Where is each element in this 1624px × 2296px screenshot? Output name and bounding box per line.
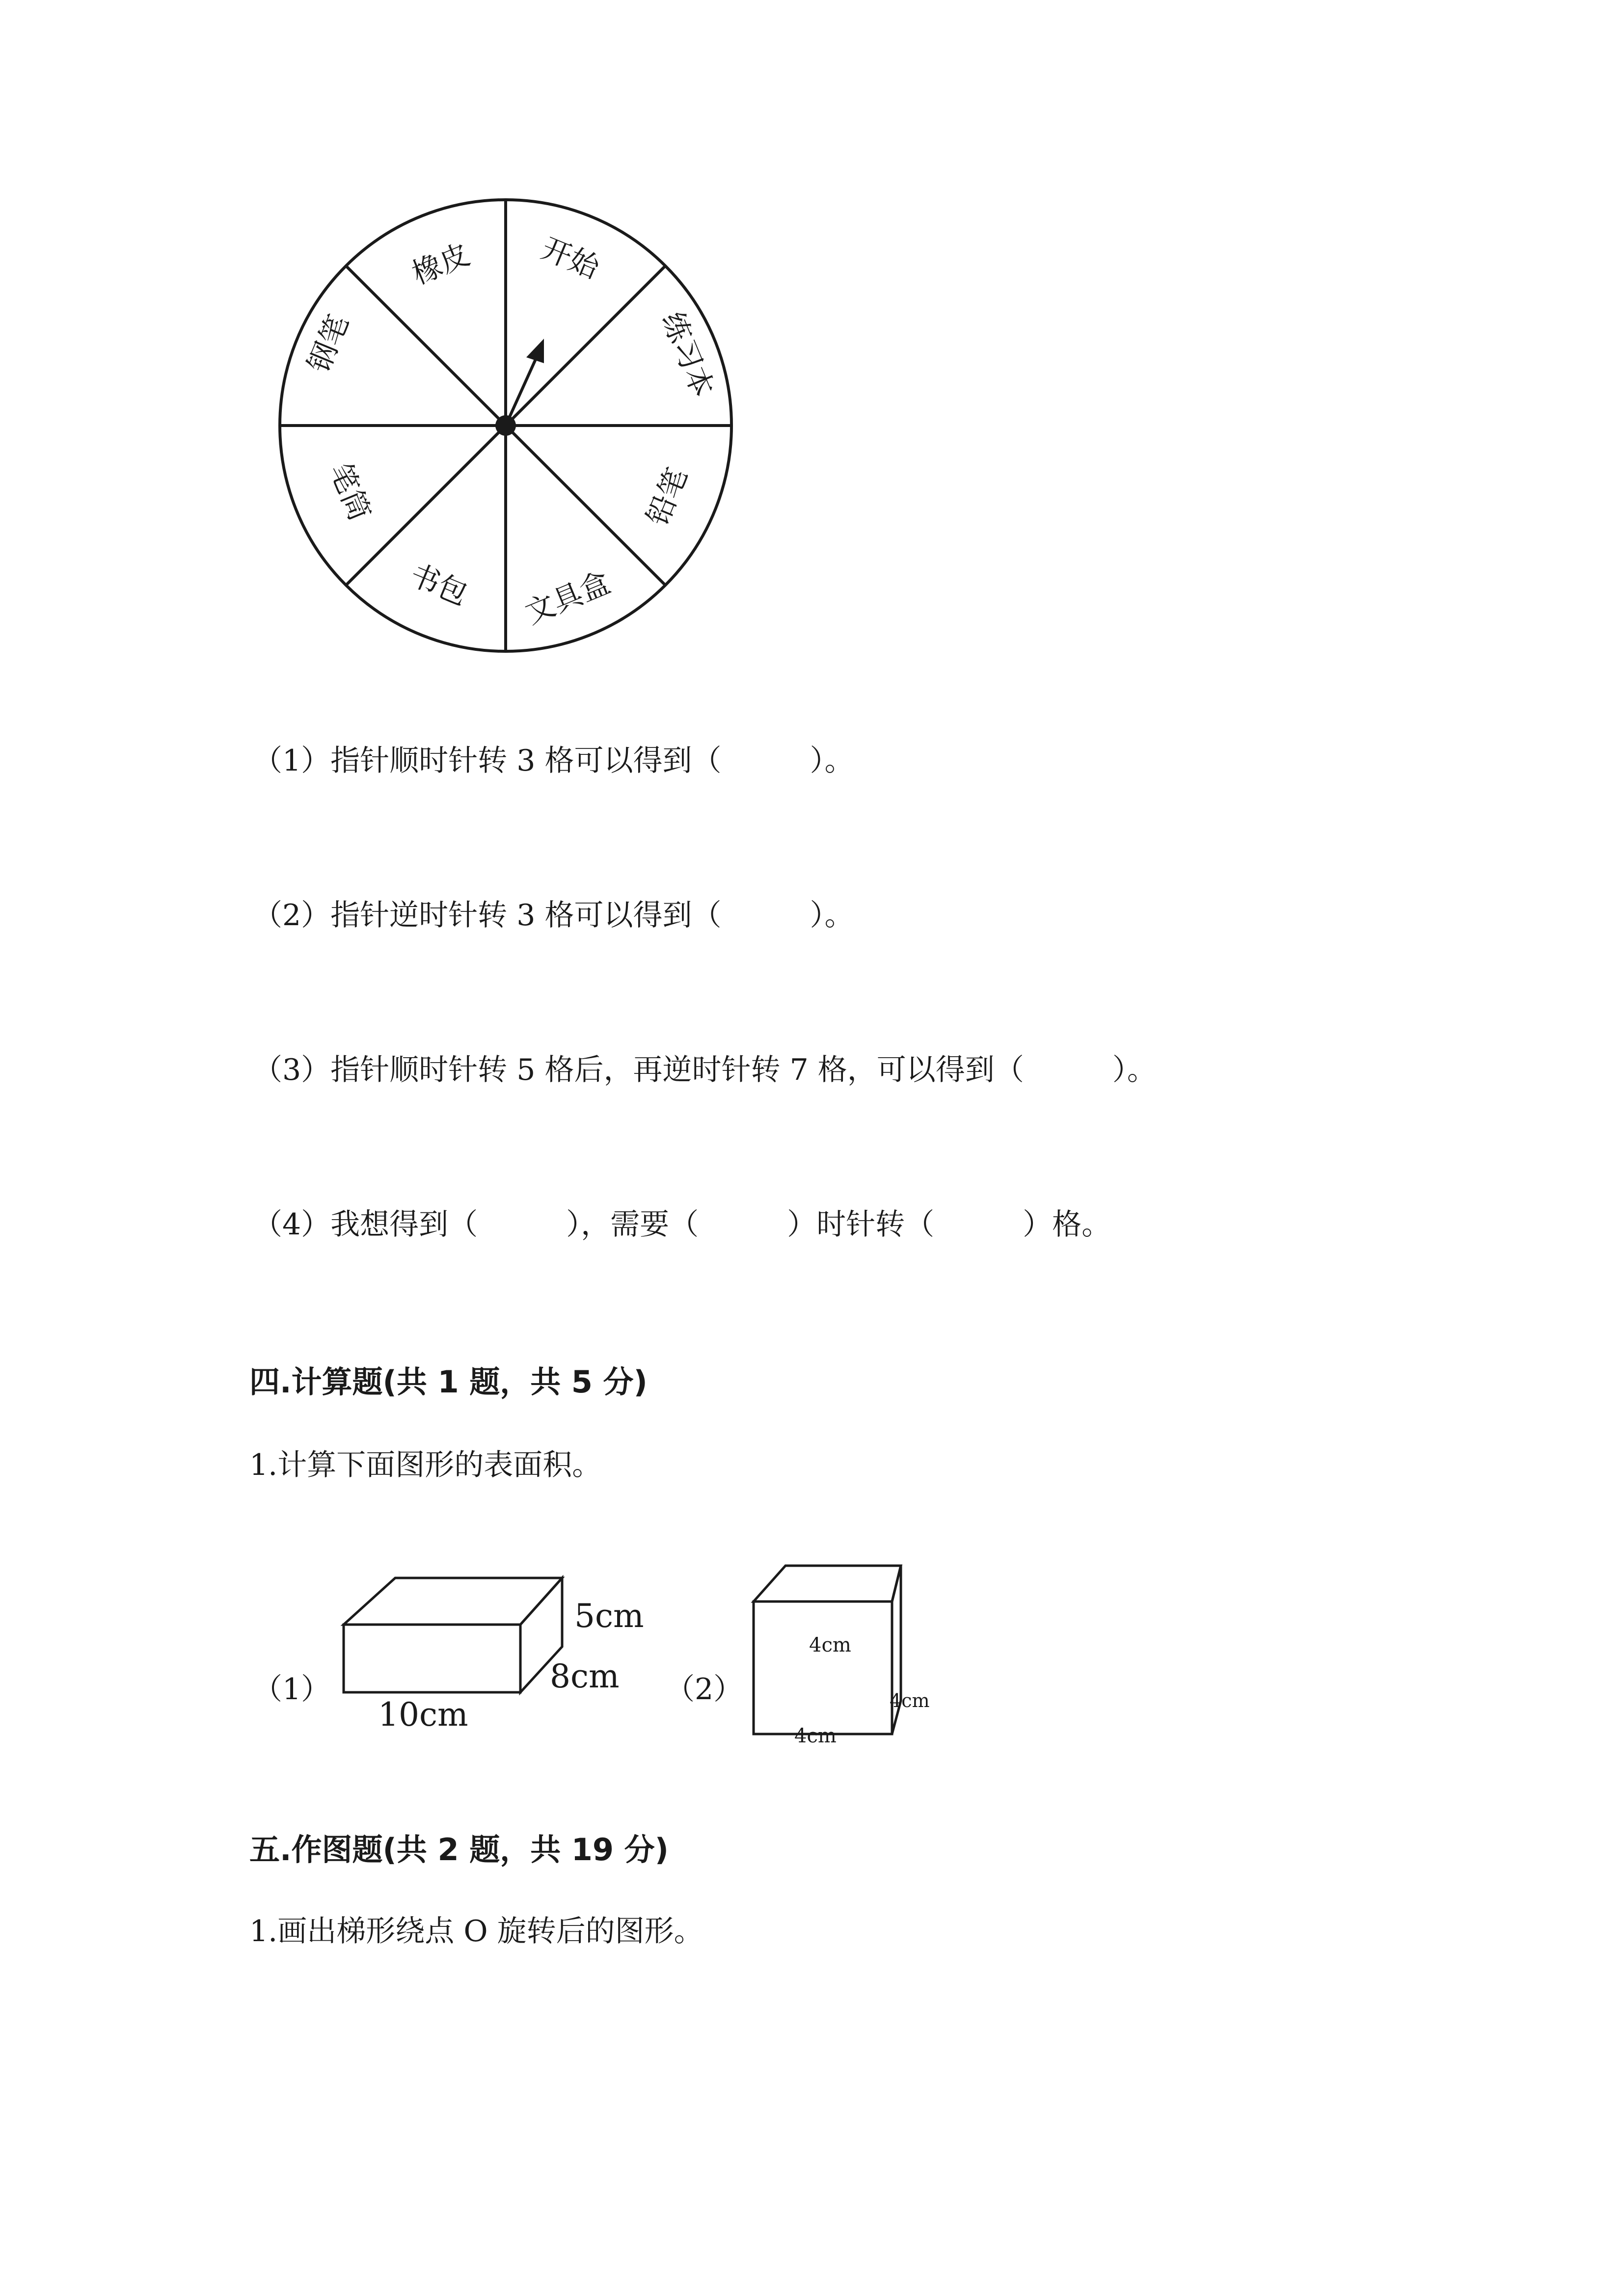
- question-4: （4）我想得到（ ），需要（ ）时针转（ ）格。: [253, 1207, 1111, 1242]
- section-5-heading: 五.作图题(共 2 题，共 19 分): [249, 1832, 669, 1868]
- question-3: （3）指针顺时针转 5 格后，再逆时针转 7 格，可以得到（ ）。: [253, 1053, 1157, 1087]
- cuboid-width-label: 8cm: [550, 1657, 620, 1695]
- sector-label-schoolbag: 书包: [405, 558, 473, 612]
- section-4-question-1: 1.计算下面图形的表面积。: [249, 1448, 602, 1482]
- question-1: （1）指针顺时针转 3 格可以得到（ ）。: [253, 744, 854, 778]
- cube-depth-label: 4cm: [890, 1690, 930, 1711]
- sector-label-start: 开始: [536, 231, 604, 286]
- cuboid-front-face: [344, 1625, 520, 1692]
- figure-2-label: （2）: [665, 1672, 743, 1707]
- cube-length-label: 4cm: [794, 1725, 837, 1747]
- wheel-center-dot: [495, 415, 516, 436]
- cuboid-height-label: 5cm: [574, 1597, 644, 1635]
- cube-figure: [736, 1551, 947, 1747]
- spinner-wheel: [275, 196, 746, 667]
- section-5-question-1: 1.画出梯形绕点 O 旋转后的图形。: [249, 1914, 704, 1949]
- sector-label-pencil-case: 文具盒: [520, 565, 615, 631]
- section-4-heading: 四.计算题(共 1 题，共 5 分): [249, 1364, 648, 1400]
- cuboid-top-face: [344, 1578, 562, 1625]
- cube-top-face: [754, 1566, 901, 1602]
- sector-label-exercise-book: 练习本: [654, 307, 721, 402]
- sector-label-pencil: 铅笔: [640, 463, 695, 531]
- figure-1-label: （1）: [253, 1672, 331, 1707]
- pointer-shaft: [506, 358, 536, 426]
- question-2: （2）指针逆时针转 3 格可以得到（ ）。: [253, 898, 854, 933]
- pointer-arrowhead: [526, 339, 544, 363]
- cuboid-length-label: 10cm: [378, 1696, 468, 1734]
- sector-label-eraser: 橡皮: [407, 237, 475, 292]
- cube-front-face: [754, 1602, 892, 1734]
- sector-label-fountain-pen: 钢笔: [301, 310, 356, 378]
- cuboid-figure: [334, 1561, 658, 1747]
- sector-label-pen-holder: 笔筒: [323, 458, 377, 526]
- cube-height-label: 4cm: [809, 1634, 851, 1656]
